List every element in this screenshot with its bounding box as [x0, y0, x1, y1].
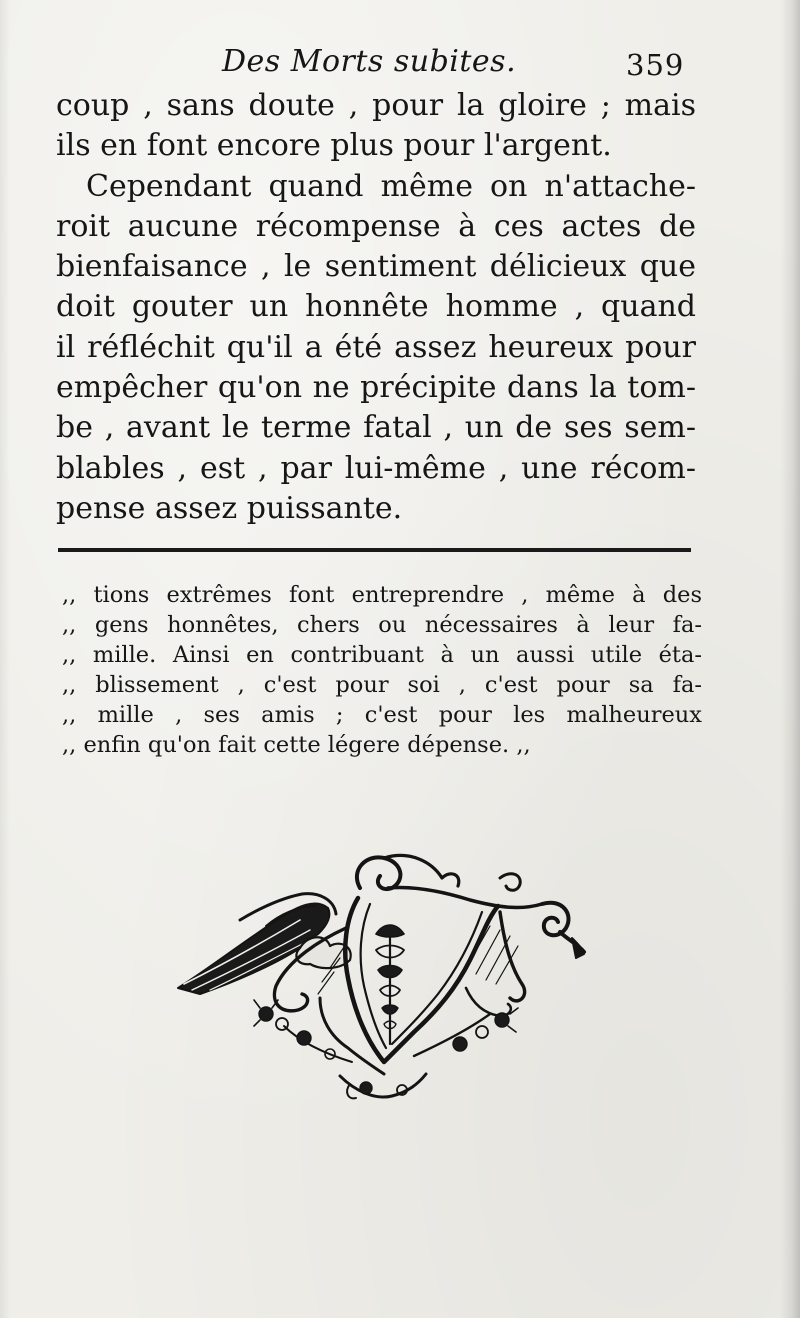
footnote-line: ,, gens honnêtes, chers ou nécessaires à leur fa- — [62, 612, 702, 638]
page-right-shadow — [780, 0, 800, 1318]
text-line: doit gouter un honnête homme , quand — [56, 289, 696, 325]
main-text — [56, 86, 696, 529]
footnote — [62, 580, 702, 760]
footnote-line: ,, mille. Ainsi en contribuant à un aussi utile éta- — [62, 642, 702, 668]
text-line: empêcher qu'on ne précipite dans la tom- — [56, 370, 696, 406]
footnote-line: ,, mille , ses amis ; c'est pour les malheureux — [62, 702, 702, 728]
page-number: 359 — [626, 48, 685, 82]
text-line: roit aucune récompense à ces actes de — [56, 208, 696, 244]
running-head — [0, 44, 800, 84]
text-line: il réfléchit qu'il a été assez heureux pour — [56, 329, 696, 365]
footnote-line: ,, enfin qu'on fait cette légere dépense. ,, — [62, 732, 531, 758]
text-line: ils en font encore plus pour l'argent. — [56, 128, 612, 164]
text-line: bienfaisance , le sentiment délicieux que — [56, 249, 696, 285]
text-line: be , avant le terme fatal , un de ses sem- — [56, 410, 696, 446]
rococo-cartouche-vignette-icon — [170, 848, 590, 1104]
page-left-shadow — [0, 0, 10, 1318]
text-line: coup , sans doute , pour la gloire ; mais — [56, 88, 696, 123]
text-line: pense assez puissante. — [56, 490, 403, 526]
footnote-line: ,, blissement , c'est pour soi , c'est pour sa fa- — [62, 672, 702, 698]
footnote-rule — [58, 548, 691, 552]
text-line: Cependant quand même on n'attache- — [86, 168, 696, 204]
text-line: blables , est , par lui-même , une récom- — [56, 450, 696, 486]
running-title: Des Morts subites. — [222, 44, 517, 79]
footnote-line: ,, tions extrêmes font entreprendre , même à des — [62, 582, 702, 608]
